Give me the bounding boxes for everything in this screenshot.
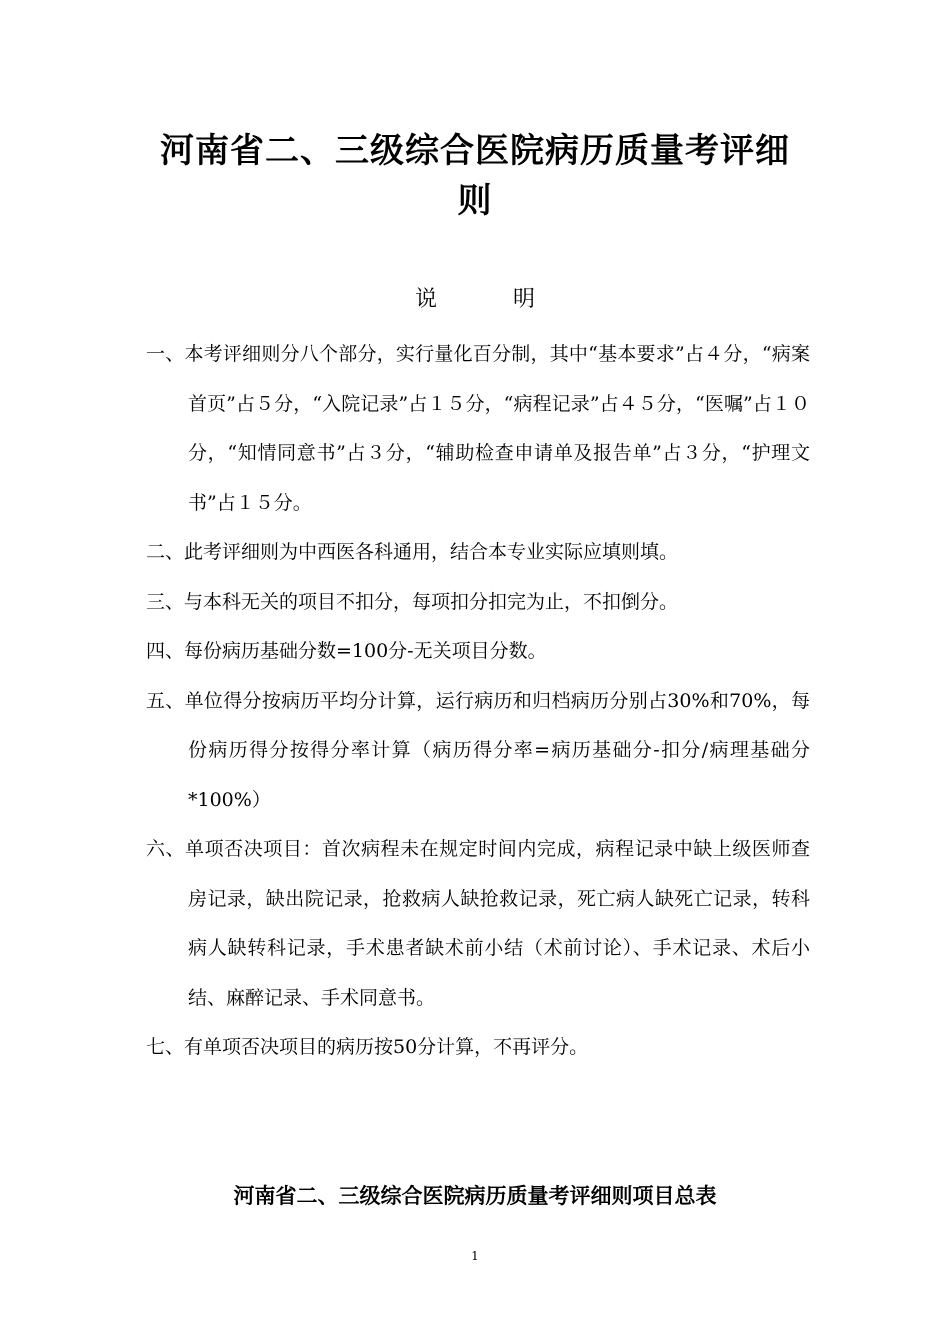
title-line-2: 则 — [457, 181, 493, 221]
note-items-list — [146, 330, 810, 1073]
note-item-4: 四、每份病历基础分数=100分-无关项目分数。 — [146, 640, 547, 662]
document-title — [140, 126, 810, 226]
page-number: 1 — [471, 1249, 479, 1263]
title-line-1: 河南省二、三级综合医院病历质量考评细 — [160, 131, 790, 171]
note-item-3: 三、与本科无关的项目不扣分，每项扣分扣完为止，不扣倒分。 — [146, 590, 679, 613]
summary-table-title: 河南省二、三级综合医院病历质量考评细则项目总表 — [233, 1184, 717, 1208]
note-item-5: 五、单位得分按病历平均分计算，运行病历和归档病历分别占30%和70%，每份病历得分按得分率计算（病历得分率=病历基础分-扣分/病理基础分*100%） — [146, 689, 810, 811]
note-item-1: 一、本考评细则分八个部分，实行量化百分制，其中“基本要求”占４分，“病案首页”占５分，“入院记录”占１５分，“病程记录”占４５分，“医嘱”占１０分，“知情同意书”占３分，“辅助检查申请单及报告单”占３分，“护理文书”占１５分。 — [146, 343, 810, 514]
note-heading-right: 明 — [513, 287, 536, 312]
note-item-6: 六、单项否决项目：首次病程未在规定时间内完成，病程记录中缺上级医师查房记录，缺出院记录，抢救病人缺抢救记录，死亡病人缺死亡记录，转科病人缺转科记录，手术患者缺术前小结（术前讨论）、手术记录、术后小结、麻醉记录、手术同意书。 — [146, 838, 810, 1009]
note-item-2: 二、此考评细则为中西医各科通用，结合本专业实际应填则填。 — [146, 541, 679, 563]
note-heading — [0, 284, 950, 316]
note-item-7: 七、有单项否决项目的病历按50分计算，不再评分。 — [146, 1036, 589, 1058]
note-heading-left: 说 — [414, 287, 437, 312]
